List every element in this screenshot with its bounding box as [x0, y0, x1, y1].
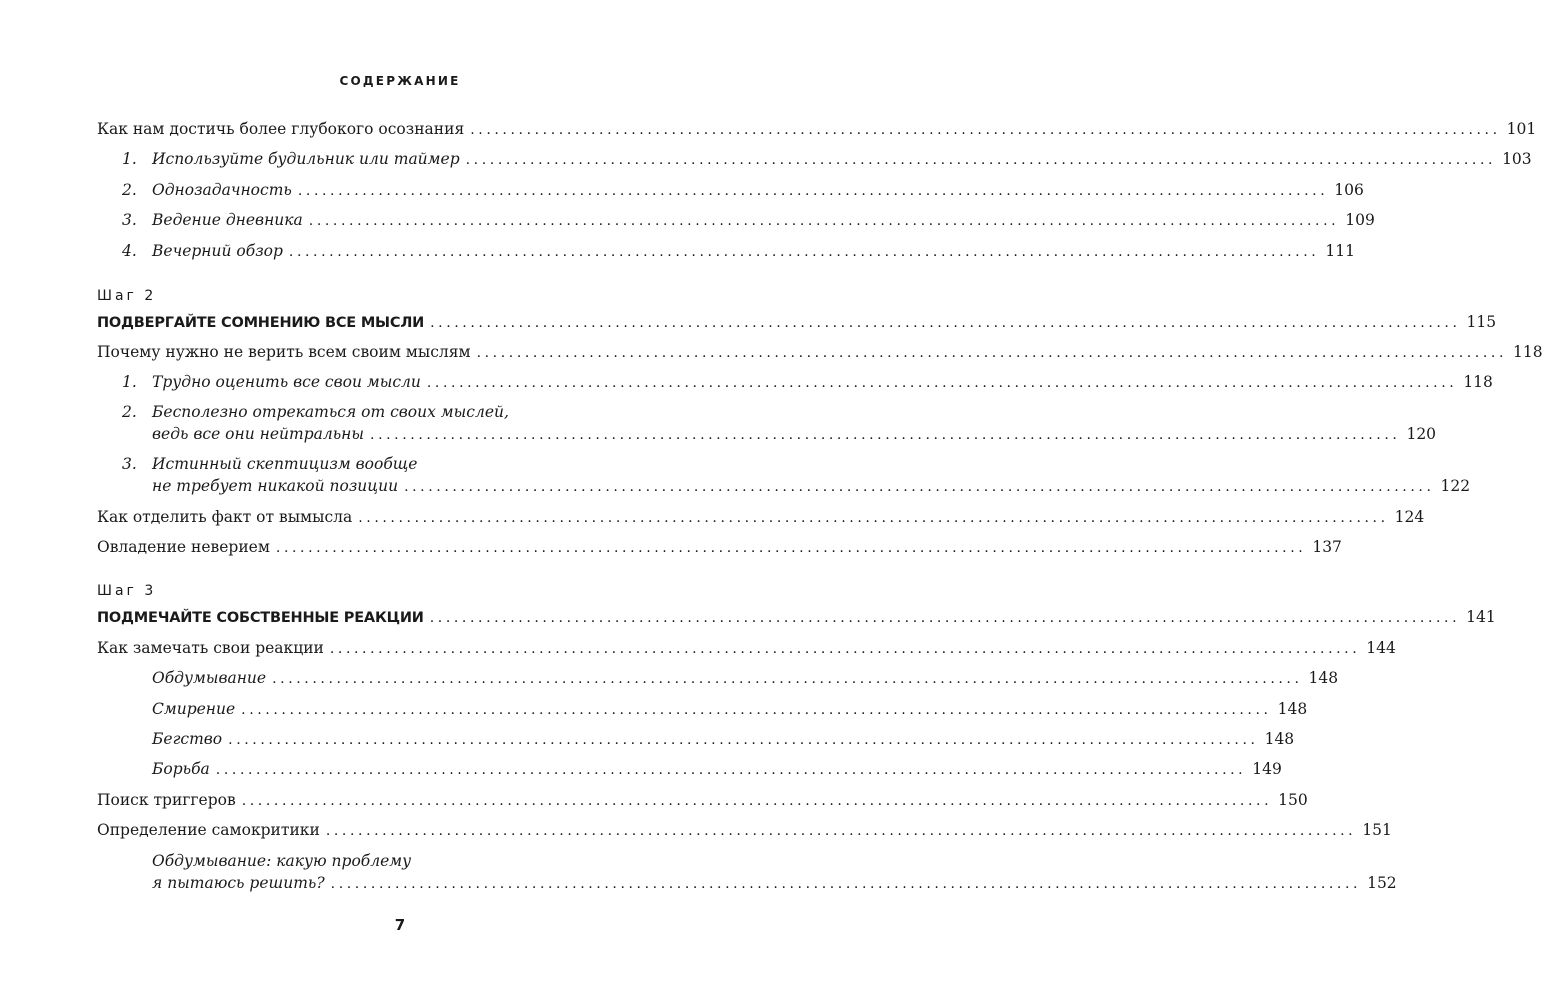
entry-page: 101 — [1506, 120, 1537, 138]
step-label: Шаг 2 — [97, 288, 157, 304]
leader-dots: ................................................................................................................................ — [404, 479, 1435, 495]
toc-entry-line1: Обдумывание: какую проблему — [152, 852, 412, 870]
leader-dots: ................................................................................................................................ — [465, 152, 1497, 168]
toc-entry — [152, 423, 1437, 445]
toc-entry — [152, 475, 1471, 497]
entry-page: 124 — [1394, 508, 1425, 526]
toc-entry — [97, 536, 1342, 558]
entry-title: Бесполезно отрекаться от своих мыслей, — [152, 403, 509, 421]
leader-dots: ................................................................................................................................ — [476, 345, 1508, 361]
leader-dots: ................................................................................................................................ — [426, 375, 1458, 391]
entry-page: 120 — [1406, 425, 1437, 443]
toc-entry — [152, 872, 1397, 894]
entry-title: Трудно оценить все свои мысли — [152, 373, 421, 391]
toc-entry — [122, 371, 1493, 393]
leader-dots: ................................................................................................................................ — [329, 641, 1361, 657]
entry-page: 150 — [1278, 791, 1308, 809]
toc-entry-line1 — [122, 401, 509, 423]
entry-title-cont: не требует никакой позиции — [152, 477, 399, 495]
entry-title: Используйте будильник или таймер — [152, 150, 460, 168]
page-number: 7 — [394, 916, 406, 934]
entry-page: 106 — [1334, 181, 1364, 199]
leader-dots: ................................................................................................................................ — [215, 762, 1247, 778]
entry-page: 122 — [1440, 477, 1471, 495]
entry-title: Обдумывание — [152, 669, 267, 687]
leader-dots: ................................................................................................................................ — [429, 610, 1461, 626]
entry-page: 152 — [1367, 874, 1397, 892]
leader-dots: ................................................................................................................................ — [272, 671, 1303, 687]
leader-dots: ................................................................................................................................ — [308, 213, 1340, 229]
entry-page: 109 — [1345, 211, 1375, 229]
entry-title: Смирение — [152, 700, 236, 718]
entry-page: 118 — [1463, 373, 1493, 391]
entry-title: Определение самокритики — [97, 821, 320, 839]
entry-title: Поиск триггеров — [97, 791, 236, 809]
entry-title: Как нам достичь более глубокого осознания — [97, 120, 465, 138]
leader-dots: ................................................................................................................................ — [358, 510, 1389, 526]
entry-title: Как замечать свои реакции — [97, 639, 324, 657]
toc-entry — [122, 209, 1375, 231]
leader-dots: ................................................................................................................................ — [297, 183, 1329, 199]
toc-entry — [122, 240, 1355, 262]
toc-entry — [122, 179, 1364, 201]
entry-number: 3. — [122, 455, 137, 473]
leader-dots: ................................................................................................................................ — [241, 793, 1273, 809]
entry-page: 148 — [1277, 700, 1308, 718]
toc-entry — [152, 728, 1295, 750]
entry-number: 2. — [122, 181, 137, 199]
toc-entry — [97, 789, 1308, 811]
entry-number: 1. — [122, 373, 137, 391]
entry-number: 3. — [122, 211, 137, 229]
entry-page: 148 — [1264, 730, 1295, 748]
entry-title-cont: я пытаюсь решить? — [152, 874, 325, 892]
entry-page: 111 — [1325, 242, 1355, 260]
leader-dots: ................................................................................................................................ — [470, 122, 1501, 138]
page-header: СОДЕРЖАНИЕ — [339, 74, 461, 88]
entry-number: 4. — [122, 242, 137, 260]
entry-page: 141 — [1466, 608, 1496, 626]
leader-dots: ................................................................................................................................ — [288, 244, 1320, 260]
entry-title: Почему нужно не верить всем своим мыслям — [97, 343, 471, 361]
toc-entry — [152, 758, 1282, 780]
entry-title: Истинный скептицизм вообще — [152, 455, 418, 473]
leader-dots: ................................................................................................................................ — [430, 315, 1461, 331]
entry-page: 115 — [1466, 313, 1497, 331]
leader-dots: ................................................................................................................................ — [275, 540, 1307, 556]
chapter-title-row — [97, 606, 1496, 628]
entry-page: 137 — [1312, 538, 1342, 556]
entry-number: 1. — [122, 150, 137, 168]
toc-entry — [97, 341, 1543, 363]
leader-dots: ................................................................................................................................ — [241, 702, 1272, 718]
entry-page: 144 — [1366, 639, 1396, 657]
entry-title: Овладение неверием — [97, 538, 270, 556]
toc-entry — [97, 637, 1396, 659]
entry-title: Как отделить факт от вымысла — [97, 508, 353, 526]
entry-number: 2. — [122, 403, 137, 421]
entry-title: Ведение дневника — [152, 211, 303, 229]
entry-page: 103 — [1502, 150, 1532, 168]
toc-entry — [97, 506, 1425, 528]
entry-title: Бегство — [152, 730, 223, 748]
entry-page: 148 — [1308, 669, 1339, 687]
entry-title-cont: ведь все они нейтральны — [152, 425, 365, 443]
toc-entry — [152, 698, 1308, 720]
toc-entry — [122, 148, 1532, 170]
entry-page: 151 — [1362, 821, 1392, 839]
entry-title: Однозадачность — [152, 181, 292, 199]
step-label: Шаг 3 — [97, 583, 157, 599]
toc-entry — [97, 118, 1537, 140]
leader-dots: ................................................................................................................................ — [370, 427, 1401, 443]
leader-dots: ................................................................................................................................ — [228, 732, 1259, 748]
chapter-title: ПОДМЕЧАЙТЕ СОБСТВЕННЫЕ РЕАКЦИИ — [97, 610, 424, 626]
leader-dots: ................................................................................................................................ — [325, 823, 1357, 839]
chapter-title: ПОДВЕРГАЙТЕ СОМНЕНИЮ ВСЕ МЫСЛИ — [97, 315, 425, 331]
toc-entry — [152, 667, 1339, 689]
chapter-title-row — [97, 311, 1497, 333]
leader-dots: ................................................................................................................................ — [330, 876, 1362, 892]
entry-title: Борьба — [152, 760, 210, 778]
toc-entry — [97, 819, 1392, 841]
entry-page: 149 — [1252, 760, 1282, 778]
toc-entry-line1 — [122, 453, 417, 475]
entry-title: Вечерний обзор — [152, 242, 283, 260]
entry-page: 118 — [1513, 343, 1543, 361]
